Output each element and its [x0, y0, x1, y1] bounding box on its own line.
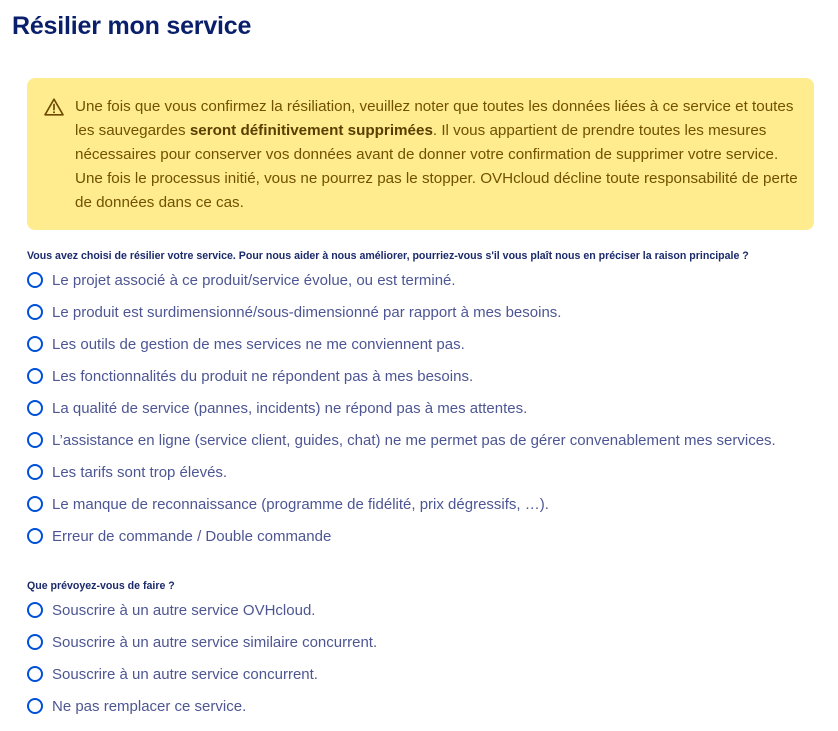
reason-radio-button[interactable]	[27, 400, 43, 416]
plan-option-label[interactable]: Souscrire à un autre service similaire concurrent.	[52, 634, 378, 651]
reason-radio-button[interactable]	[27, 272, 43, 288]
reason-option[interactable]	[27, 297, 776, 329]
reason-option-label[interactable]: L’assistance en ligne (service client, guides, chat) ne me permet pas de gérer convenablement mes services.	[52, 432, 776, 449]
plan-radio-button[interactable]	[27, 666, 43, 682]
plan-radio-button[interactable]	[27, 634, 43, 650]
reason-option-label[interactable]: Les outils de gestion de mes services ne me conviennent pas.	[52, 336, 465, 353]
reason-option[interactable]	[27, 361, 776, 393]
plan-options	[27, 595, 377, 723]
warning-text-start: Une fois que vous confirmez la résiliation, veuillez noter que toutes les données liées à ce service et toutes les sauvegardes	[75, 98, 794, 139]
plan-option-label[interactable]: Ne pas remplacer ce service.	[52, 698, 247, 715]
plan-option[interactable]	[27, 595, 377, 627]
reason-option[interactable]	[27, 521, 776, 553]
warning-text-bold: seront définitivement supprimées	[189, 122, 433, 139]
reason-radio-button[interactable]	[27, 432, 43, 448]
reason-option[interactable]	[27, 393, 776, 425]
page-title: Résilier mon service	[12, 12, 252, 40]
warning-text-end: . Il vous appartient de prendre toutes les mesures nécessaires pour conserver vos données avant de donner votre confirmation de supprimer votre service. Une fois le processus initié, vous ne pourrez pas le stopper. OVHcloud décline toute responsabilité de perte de données dans ce cas.	[75, 122, 798, 211]
plan-option-label[interactable]: Souscrire à un autre service concurrent.	[52, 666, 318, 683]
reason-option[interactable]	[27, 489, 776, 521]
warning-text	[75, 95, 805, 215]
reason-options	[27, 265, 776, 553]
reason-option[interactable]	[27, 425, 776, 457]
plan-radio-button[interactable]	[27, 698, 43, 714]
reason-option-label[interactable]: La qualité de service (pannes, incidents) ne répond pas à mes attentes.	[52, 400, 528, 417]
warning-triangle-icon	[44, 98, 64, 116]
plan-option[interactable]	[27, 659, 377, 691]
reason-option[interactable]	[27, 329, 776, 361]
plan-radio-button[interactable]	[27, 602, 43, 618]
reason-option-label[interactable]: Le produit est surdimensionné/sous-dimensionné par rapport à mes besoins.	[52, 304, 562, 321]
reason-option-label[interactable]: Les tarifs sont trop élevés.	[52, 464, 228, 481]
plan-option[interactable]	[27, 627, 377, 659]
reason-option-label[interactable]: Le projet associé à ce produit/service évolue, ou est terminé.	[52, 272, 456, 289]
plan-question-label: Que prévoyez-vous de faire ?	[27, 580, 175, 592]
reason-option[interactable]	[27, 265, 776, 297]
warning-message	[27, 78, 814, 230]
plan-option-label[interactable]: Souscrire à un autre service OVHcloud.	[52, 602, 316, 619]
reason-option-label[interactable]: Le manque de reconnaissance (programme de fidélité, prix dégressifs, …).	[52, 496, 549, 513]
reason-option-label[interactable]: Les fonctionnalités du produit ne répondent pas à mes besoins.	[52, 368, 474, 385]
reason-radio-button[interactable]	[27, 496, 43, 512]
reason-radio-button[interactable]	[27, 304, 43, 320]
reason-question-label: Vous avez choisi de résilier votre service. Pour nous aider à nous améliorer, pourriez-vous s'il vous plaît nous en préciser la raison principale ?	[27, 250, 749, 262]
plan-option[interactable]	[27, 691, 377, 723]
reason-radio-button[interactable]	[27, 336, 43, 352]
reason-radio-button[interactable]	[27, 528, 43, 544]
reason-option-label[interactable]: Erreur de commande / Double commande	[52, 528, 332, 545]
reason-option[interactable]	[27, 457, 776, 489]
reason-radio-button[interactable]	[27, 368, 43, 384]
reason-radio-button[interactable]	[27, 464, 43, 480]
